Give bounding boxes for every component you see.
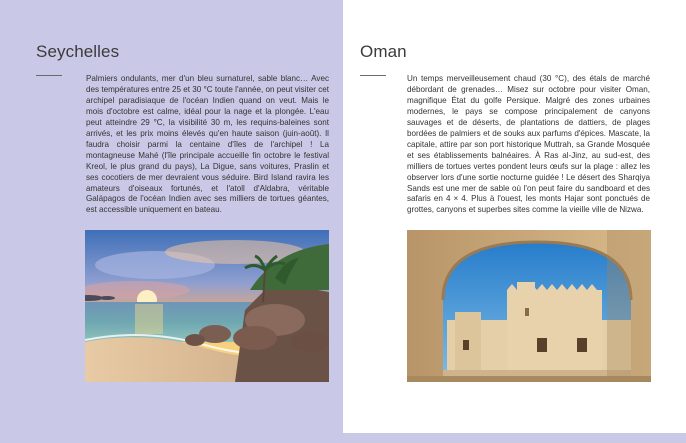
page-title-seychelles: Seychelles xyxy=(36,42,120,62)
seychelles-beach-photo xyxy=(85,230,329,382)
right-page xyxy=(343,0,686,443)
bottom-color-band xyxy=(343,433,686,443)
title-divider xyxy=(36,75,62,76)
oman-fort-photo xyxy=(407,230,651,382)
article-body-seychelles: Palmiers ondulants, mer d'un bleu surnaturel, sable blanc… Avec des températures entre 25 et 30 °C toute l'année, on peut visiter cet archipel paradisiaque de l'océan Indien quand on veut. Mais le mois d'octobre est calme, idéal pour la nage et la plongée. L'eau peut atteindre 29 °C, la visibilité 30 m, les requins-baleines sont arrivés, et les prix moins élevés qu'en haute saison (juin-août). Il faudra choisir parmi la centaine d'îles de l'archipel ! La montagneuse Mahé (l'île principale accueille fin octobre le festival Kreol, le plus grand du pays), La Digue, sans voitures, Praslin et ses cocotiers de mer devraient vous séduire. Bird Island ravira les amateurs d'oiseaux fortunés, et l'atoll d'Aldabra, véritable Galápagos de l'océan Indien avec ses milliers de tortues géantes, est accessible uniquement en bateau. xyxy=(86,74,329,215)
article-body-oman: Un temps merveilleusement chaud (30 °C), des étals de marché débordant de grenades… Misez sur octobre pour visiter Oman, magnifique État du golfe Persique. Malgré des zones urbaines modernes, le pays se compose principalement de canyons sauvages et de déserts, de plantations de dattiers, de plages bordées de palmiers et de souks aux parfums d'épices. Mascate, la capitale, attire par son port historique Muttrah, sa Grande Mosquée et ses établissements balnéaires. À Ras al-Jinz, au sud-est, des milliers de tortues vertes pondent leurs œufs sur la plage : allez les observer lors d'une sortie nocturne guidée ! Le désert des Sharqiya Sands est une mer de sable où l'on peut faire du sandboard et des safaris en 4 × 4. Plus à l'ouest, les monts Hajar sont ponctués de grottes, canyons et superbes sites comme la vieille ville de Nizwa. xyxy=(407,74,650,215)
title-divider xyxy=(360,75,386,76)
page-title-oman: Oman xyxy=(360,42,407,62)
